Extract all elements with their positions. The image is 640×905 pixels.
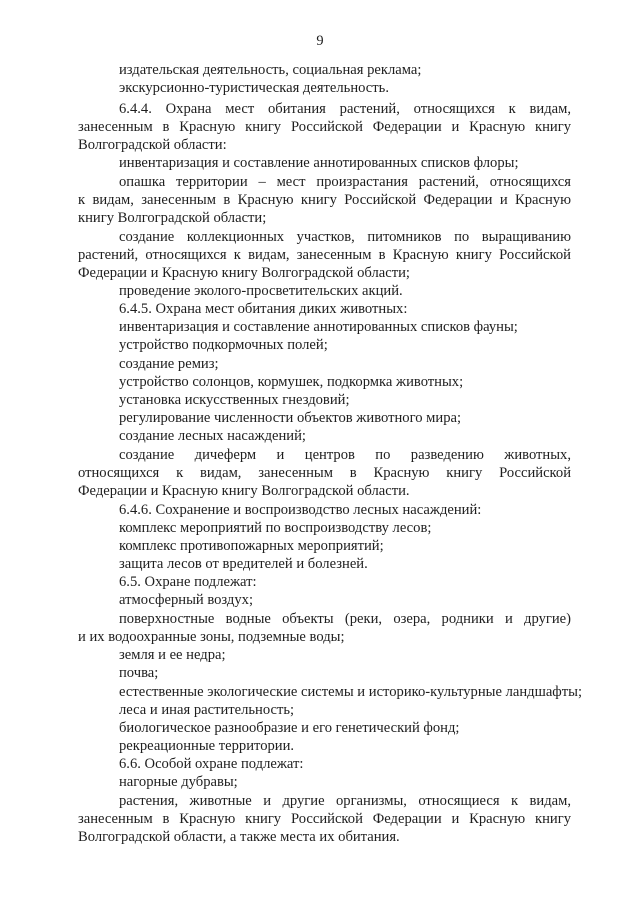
- text-line: регулирование численности объектов животного мира;: [119, 410, 462, 426]
- text-line: растений, относящихся к видам, занесенным в Красную книгу Российской: [78, 247, 571, 263]
- text-line: проведение эколого-просветительских акций.: [119, 283, 403, 299]
- text-line: Федерации и Красную книгу Волгоградской области.: [78, 483, 410, 499]
- text-line: нагорные дубравы;: [119, 774, 238, 790]
- text-line: леса и иная растительность;: [119, 702, 295, 718]
- text-line: устройство солонцов, кормушек, подкормка животных;: [119, 374, 464, 390]
- text-line: почва;: [119, 665, 159, 681]
- text-line: занесенным в Красную книгу Российской Федерации и Красную книгу: [78, 119, 571, 135]
- text-line: экскурсионно-туристическая деятельность.: [119, 80, 389, 96]
- text-line: поверхностные водные объекты (реки, озера, родники и другие): [119, 611, 571, 627]
- text-line: комплекс противопожарных мероприятий;: [119, 538, 384, 554]
- text-line: устройство подкормочных полей;: [119, 337, 328, 353]
- text-line: создание дичеферм и центров по разведению животных,: [119, 447, 571, 463]
- text-line: занесенным в Красную книгу Российской Федерации и Красную книгу: [78, 811, 571, 827]
- text-line: комплекс мероприятий по воспроизводству лесов;: [119, 520, 432, 536]
- text-line: создание лесных насаждений;: [119, 428, 306, 444]
- page-number: 9: [316, 33, 324, 49]
- text-line: и их водоохранные зоны, подземные воды;: [78, 629, 345, 645]
- text-line: создание коллекционных участков, питомников по выращиванию: [119, 229, 571, 245]
- text-line: защита лесов от вредителей и болезней.: [119, 556, 368, 572]
- text-line: относящихся к видам, занесенным в Красную книгу Российской: [78, 465, 571, 481]
- text-line: установка искусственных гнездовий;: [119, 392, 350, 408]
- text-line: атмосферный воздух;: [119, 592, 253, 608]
- text-line: Волгоградской области:: [78, 137, 227, 153]
- section-heading: 6.4.5. Охрана мест обитания диких животных:: [119, 301, 408, 317]
- text-line: опашка территории – мест произрастания растений, относящихся: [119, 174, 571, 190]
- text-line: к видам, занесенным в Красную книгу Российской Федерации и Красную: [78, 192, 571, 208]
- text-line: Федерации и Красную книгу Волгоградской области;: [78, 265, 410, 281]
- text-line: инвентаризация и составление аннотированных списков флоры;: [119, 155, 519, 171]
- section-heading: 6.4.4. Охрана мест обитания растений, относящихся к видам,: [119, 101, 571, 117]
- text-line: книгу Волгоградской области;: [78, 210, 267, 226]
- text-line: земля и ее недра;: [119, 647, 226, 663]
- section-heading: 6.5. Охране подлежат:: [119, 574, 257, 590]
- text-line: создание ремиз;: [119, 356, 219, 372]
- section-heading: 6.4.6. Сохранение и воспроизводство лесных насаждений:: [119, 502, 482, 518]
- text-line: Волгоградской области, а также места их обитания.: [78, 829, 400, 845]
- text-line: инвентаризация и составление аннотированных списков фауны;: [119, 319, 518, 335]
- text-line: биологическое разнообразие и его генетический фонд;: [119, 720, 460, 736]
- text-line: рекреационные территории.: [119, 738, 295, 754]
- section-heading: 6.6. Особой охране подлежат:: [119, 756, 304, 772]
- text-line: растения, животные и другие организмы, относящиеся к видам,: [119, 793, 571, 809]
- text-line: издательская деятельность, социальная реклама;: [119, 62, 422, 78]
- text-line: естественные экологические системы и историко-культурные ландшафты;: [119, 684, 582, 700]
